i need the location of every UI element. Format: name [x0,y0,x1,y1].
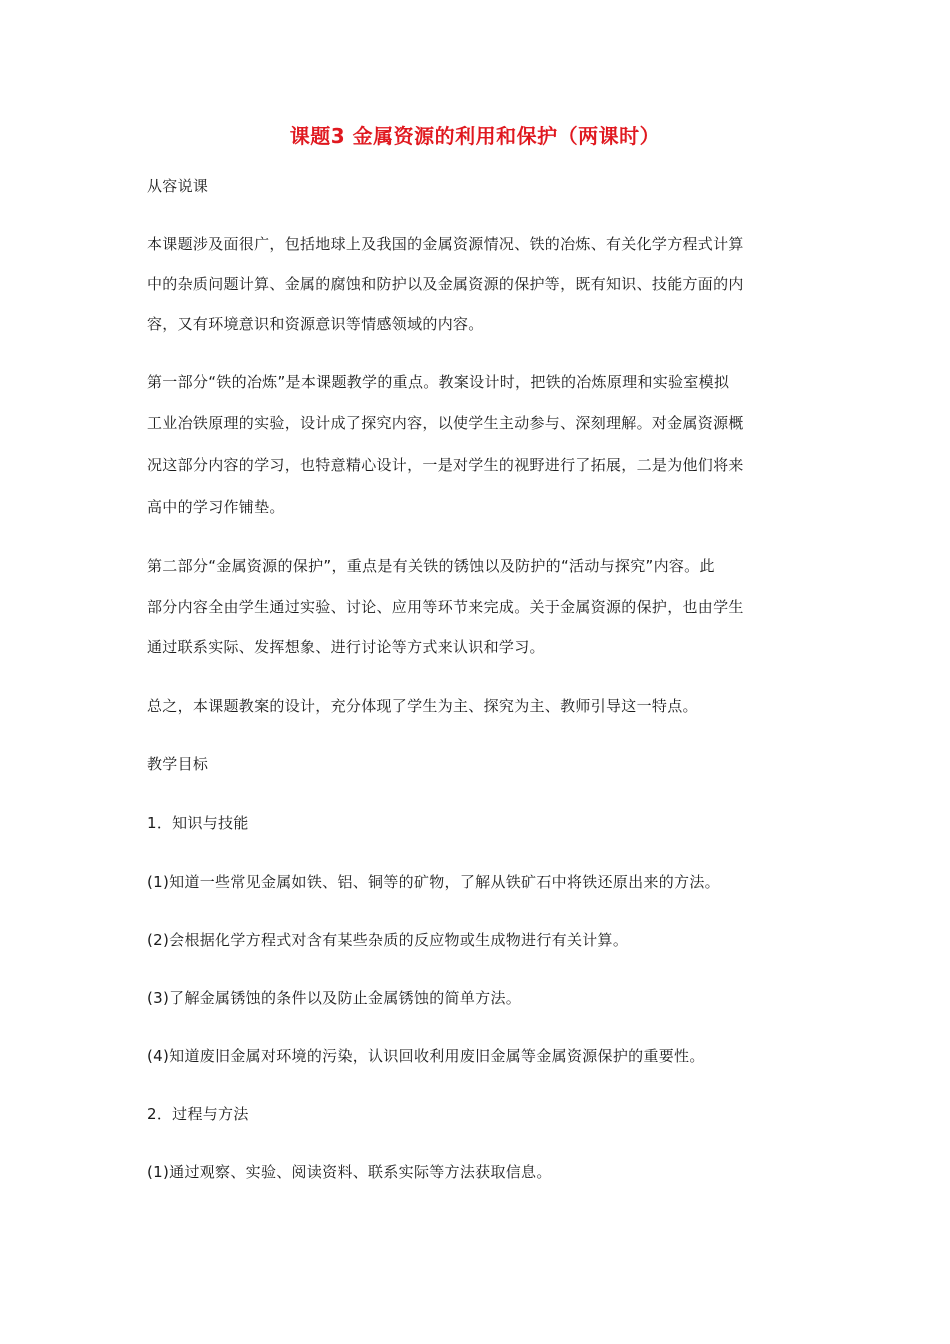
paragraph-line: 总之，本课题教案的设计，充分体现了学生为主、探究为主、教师引导这一特点。 [147,697,698,715]
paragraph-line: 本课题涉及面很广，包括地球上及我国的金属资源情况、铁的冶炼、有关化学方程式计算 [147,235,744,253]
list-item: (1)通过观察、实验、阅读资料、联系实际等方法获取信息。 [147,1163,552,1181]
paragraph-line: 第二部分“金属资源的保护”，重点是有关铁的锈蚀以及防护的“活动与探究”内容。此 [147,557,715,575]
paragraph-line: 通过联系实际、发挥想象、进行讨论等方式来认识和学习。 [147,638,545,656]
subsection-heading: 1．知识与技能 [147,814,249,832]
list-item: (2)会根据化学方程式对含有某些杂质的反应物或生成物进行有关计算。 [147,931,629,949]
list-item: (3)了解金属锈蚀的条件以及防止金属锈蚀的简单方法。 [147,989,522,1007]
section-heading: 教学目标 [147,755,209,773]
paragraph-line: 中的杂质问题计算、金属的腐蚀和防护以及金属资源的保护等，既有知识、技能方面的内 [147,275,744,293]
paragraph-line: 部分内容全由学生通过实验、讨论、应用等环节来完成。关于金属资源的保护，也由学生 [147,598,744,616]
subsection-heading: 2．过程与方法 [147,1105,249,1123]
paragraph-line: 况这部分内容的学习，也特意精心设计，一是对学生的视野进行了拓展，二是为他们将来 [147,456,744,474]
paragraph-line: 高中的学习作铺垫。 [147,498,285,516]
paragraph-line: 容，又有环境意识和资源意识等情感领域的内容。 [147,315,484,333]
document-title: 课题3 金属资源的利用和保护（两课时） [289,124,661,148]
paragraph-line: 第一部分“铁的冶炼”是本课题教学的重点。教案设计时，把铁的冶炼原理和实验室模拟 [147,373,730,391]
list-item: (1)知道一些常见金属如铁、铝、铜等的矿物，了解从铁矿石中将铁还原出来的方法。 [147,873,720,891]
section-heading: 从容说课 [147,177,209,195]
paragraph-line: 工业冶铁原理的实验，设计成了探究内容，以使学生主动参与、深刻理解。对金属资源概 [147,414,744,432]
list-item: (4)知道废旧金属对环境的污染，认识回收利用废旧金属等金属资源保护的重要性。 [147,1047,705,1065]
